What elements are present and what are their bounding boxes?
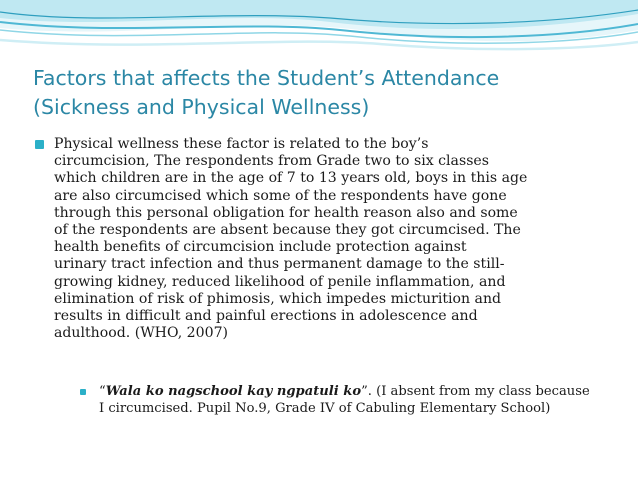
quote-open-mark: “ <box>99 384 106 399</box>
paragraph-line: growing kidney, reduced likelihood of penile inflammation, and <box>54 273 506 290</box>
paragraph-line: health benefits of circumcision include protection against <box>54 239 467 256</box>
paragraph-line: urinary tract infection and thus permanent damage to the still- <box>54 256 505 273</box>
paragraph-line: which children are in the age of 7 to 13 years old, boys in this age <box>54 170 528 187</box>
quote-emphasis: Wala ko nagschool kay ngpatuli ko <box>105 384 362 399</box>
quote-paragraph <box>99 383 629 417</box>
quote-line-1 <box>99 383 629 400</box>
paragraph-line: elimination of risk of phimosis, which impedes micturition and <box>54 290 502 307</box>
square-bullet-icon <box>80 389 86 395</box>
paragraph-line: adulthood. (WHO, 2007) <box>54 325 229 342</box>
quote-line-2: I circumcised. Pupil No.9, Grade IV of Cabuling Elementary School) <box>99 401 551 416</box>
header-wave-decoration <box>0 0 638 60</box>
paragraph-line: Physical wellness these factor is related to the boy’s <box>54 136 429 152</box>
paragraph-line: are also circumcised which some of the respondents have gone <box>54 187 507 204</box>
quote-close-mark: ”. <box>361 384 372 399</box>
slide-title-line: (Sickness and Physical Wellness) <box>33 95 370 119</box>
paragraph-line: through this personal obligation for health reason also and some <box>54 204 518 221</box>
bullet-paragraph <box>54 136 629 342</box>
slide-title <box>33 64 623 122</box>
paragraph-line: results in difficult and painful erections in adolescence and <box>54 308 478 325</box>
quote-translation: (I absent from my class because <box>371 384 590 399</box>
slide-title-line: Factors that affects the Student’s Attendance <box>33 66 500 90</box>
paragraph-line: of the respondents are absent because they got circumcised. The <box>54 222 521 239</box>
square-bullet-icon <box>35 140 44 149</box>
paragraph-line: circumcision, The respondents from Grade two to six classes <box>54 153 489 170</box>
